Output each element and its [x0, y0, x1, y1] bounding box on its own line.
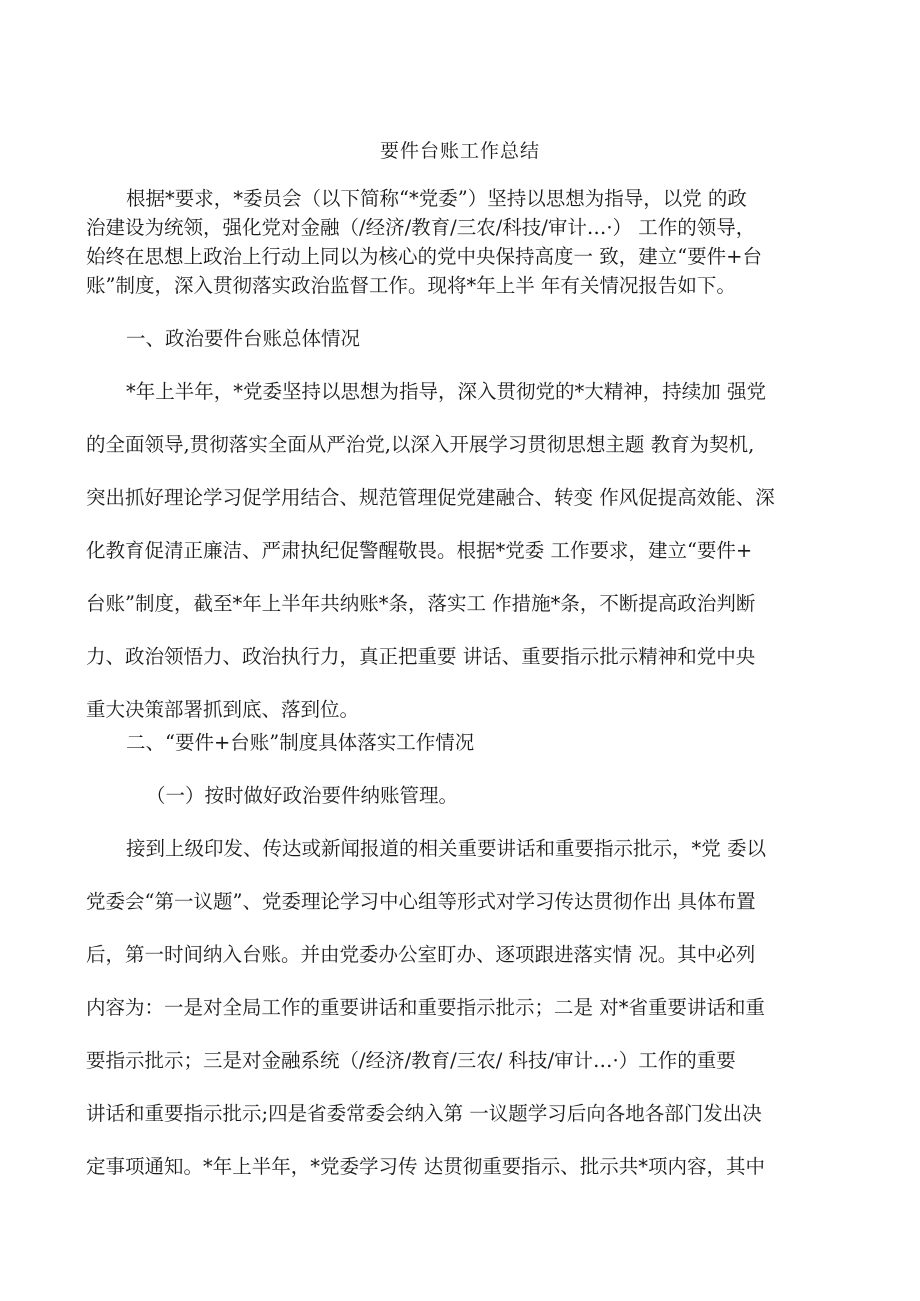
paragraph-line: 化教育促清正廉洁、严肃执纪促警醒敬畏。根据*党委 工作要求，建立“要件+	[86, 539, 753, 562]
paragraph-line: 的全面领导,贯彻落实全面从严治党,以深入开展学习贯彻思想主题 教育为契机,	[86, 433, 755, 456]
paragraph-line: 接到上级印发、传达或新闻报道的相关重要讲话和重要指示批示，*党 委以	[126, 837, 766, 860]
heading-line: 一、政治要件台账总体情况	[126, 327, 361, 350]
paragraph-line: 治建设为统领，强化党对金融（/经济/教育/三农/科技/审计…·） 工作的领导，	[86, 216, 756, 239]
paragraph-line: 始终在思想上政治上行动上同以为核心的党中央保持高度一 致，建立“要件+台	[86, 245, 763, 268]
heading-line: 二、“要件+台账”制度具体落实工作情况	[126, 731, 475, 754]
subsection-heading-1	[86, 769, 838, 822]
paragraph-line: 后，第一时间纳入台账。并由党委办公室盯办、逐项跟进落实情 况。其中必列	[86, 943, 756, 966]
section-2-paragraph	[86, 822, 838, 1193]
intro-paragraph	[86, 184, 838, 300]
paragraph-line: 力、政治领悟力、政治执行力，真正把重要 讲话、重要指示批示精神和党中央	[86, 645, 756, 668]
paragraph-line: 账”制度，深入贯彻落实政治监督工作。现将*年上半 年有关情况报告如下。	[86, 274, 736, 297]
paragraph-line: 定事项通知。*年上半年，*党委学习传 达贯彻重要指示、批示共*项内容，其中	[86, 1155, 765, 1178]
paragraph-line: 要指示批示；三是对金融系统（/经济/教育/三农/ 科技/审计…·）工作的重要	[86, 1049, 736, 1072]
paragraph-line: *年上半年，*党委坚持以思想为指导，深入贯彻党的*大精神，持续加 强党	[126, 380, 766, 403]
paragraph-line: 根据*要求，*委员会（以下简称“*党委”）坚持以思想为指导，以党 的政	[126, 187, 747, 210]
paragraph-line: 党委会“第一议题”、党委理论学习中心组等形式对学习传达贯彻作出 具体布置	[86, 890, 756, 913]
section-1-paragraph	[86, 365, 838, 736]
paragraph-line: 讲话和重要指示批示;四是省委常委会纳入第 一议题学习后向各地各部门发出决	[86, 1102, 762, 1125]
paragraph-line: 内容为：一是对全局工作的重要讲话和重要指示批示；二是 对*省重要讲话和重	[86, 996, 765, 1019]
paragraph-line: 突出抓好理论学习促学用结合、规范管理促党建融合、转变 作风促提高效能、深	[86, 486, 775, 509]
section-heading-1	[86, 312, 838, 365]
paragraph-line: 台账”制度，截至*年上半年共纳账*条，落实工 作措施*条，不断提高政治判断	[86, 592, 756, 615]
document-title: 要件台账工作总结	[379, 140, 540, 162]
paragraph-line: 重大决策部署抓到底、落到位。	[86, 698, 360, 721]
section-heading-2	[86, 716, 838, 769]
heading-line: （一）按时做好政治要件纳账管理。	[146, 784, 459, 807]
